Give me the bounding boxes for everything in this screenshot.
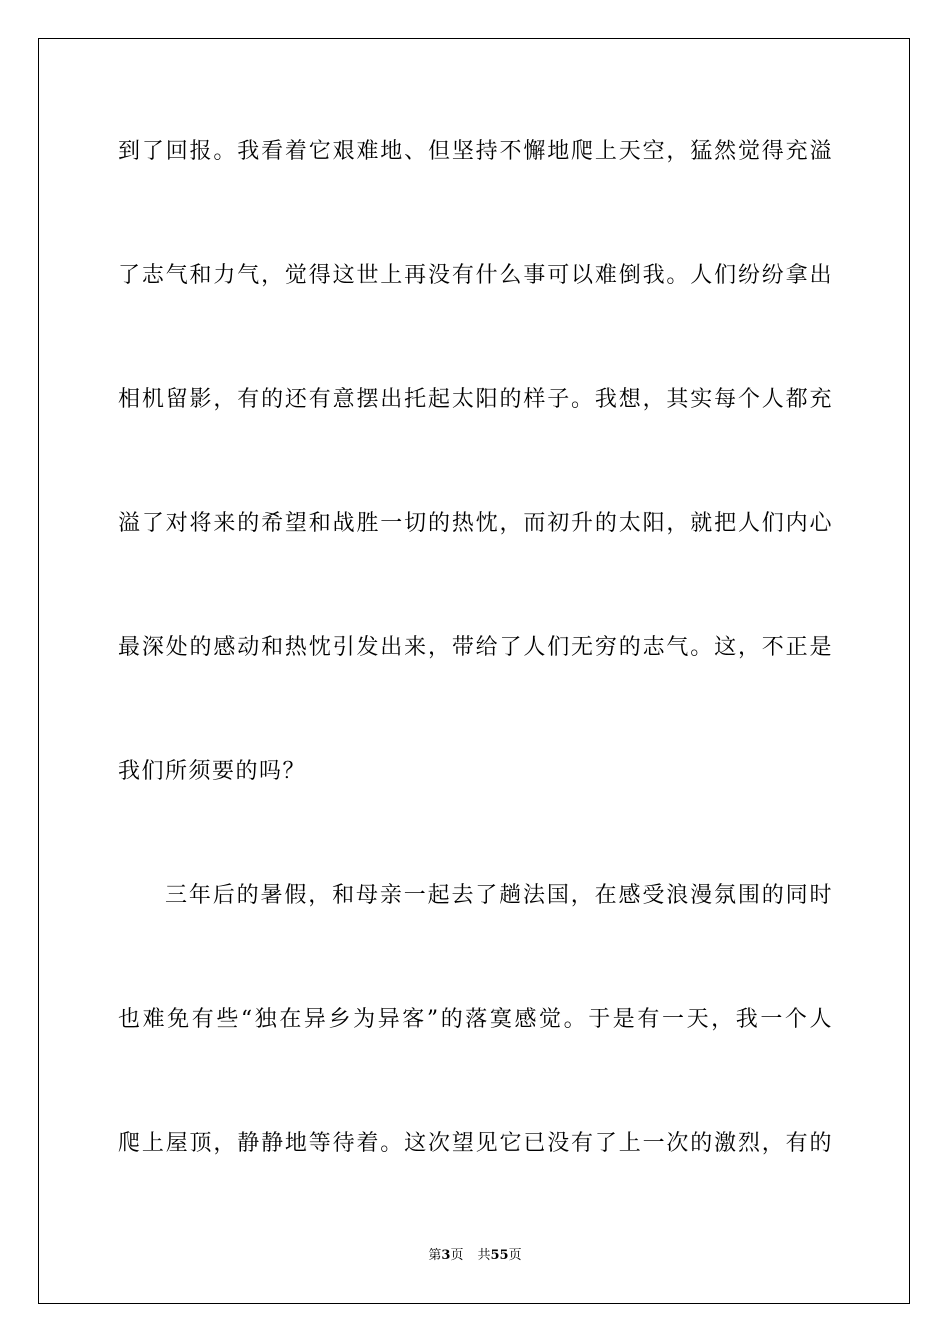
body-text-line: 溢了对将来的希望和战胜一切的热忱，而初升的太阳，就把人们内心: [118, 511, 833, 536]
body-text-line: 了志气和力气，觉得这世上再没有什么事可以难倒我。人们纷纷拿出: [118, 263, 833, 288]
paragraph-first-line: 三年后的暑假，和母亲一起去了趟法国，在感受浪漫氛围的同时: [165, 883, 833, 908]
total-prefix: 共: [477, 1248, 491, 1263]
body-text-line: 我们所须要的吗？: [118, 759, 307, 784]
body-text-line: 到了回报。我看着它艰难地、但坚持不懈地爬上天空，猛然觉得充溢: [118, 139, 833, 164]
total-suffix: 页: [508, 1248, 522, 1263]
page-prefix: 第: [428, 1248, 442, 1263]
body-text-line: 也难免有些“独在异乡为异客”的落寞感觉。于是有一天，我一个人: [118, 1007, 833, 1032]
body-text-line: 最深处的感动和热忱引发出来，带给了人们无穷的志气。这，不正是: [118, 635, 833, 660]
page-number: 3: [441, 1248, 451, 1263]
body-text-line: 爬上屋顶，静静地等待着。这次望见它已没有了上一次的激烈，有的: [118, 1131, 833, 1156]
total-pages: 55: [490, 1248, 509, 1263]
body-text-line: 相机留影，有的还有意摆出托起太阳的样子。我想，其实每个人都充: [118, 387, 833, 412]
page-suffix: 页: [450, 1248, 464, 1263]
page-footer: [0, 1248, 950, 1264]
page-border: [38, 38, 910, 1304]
